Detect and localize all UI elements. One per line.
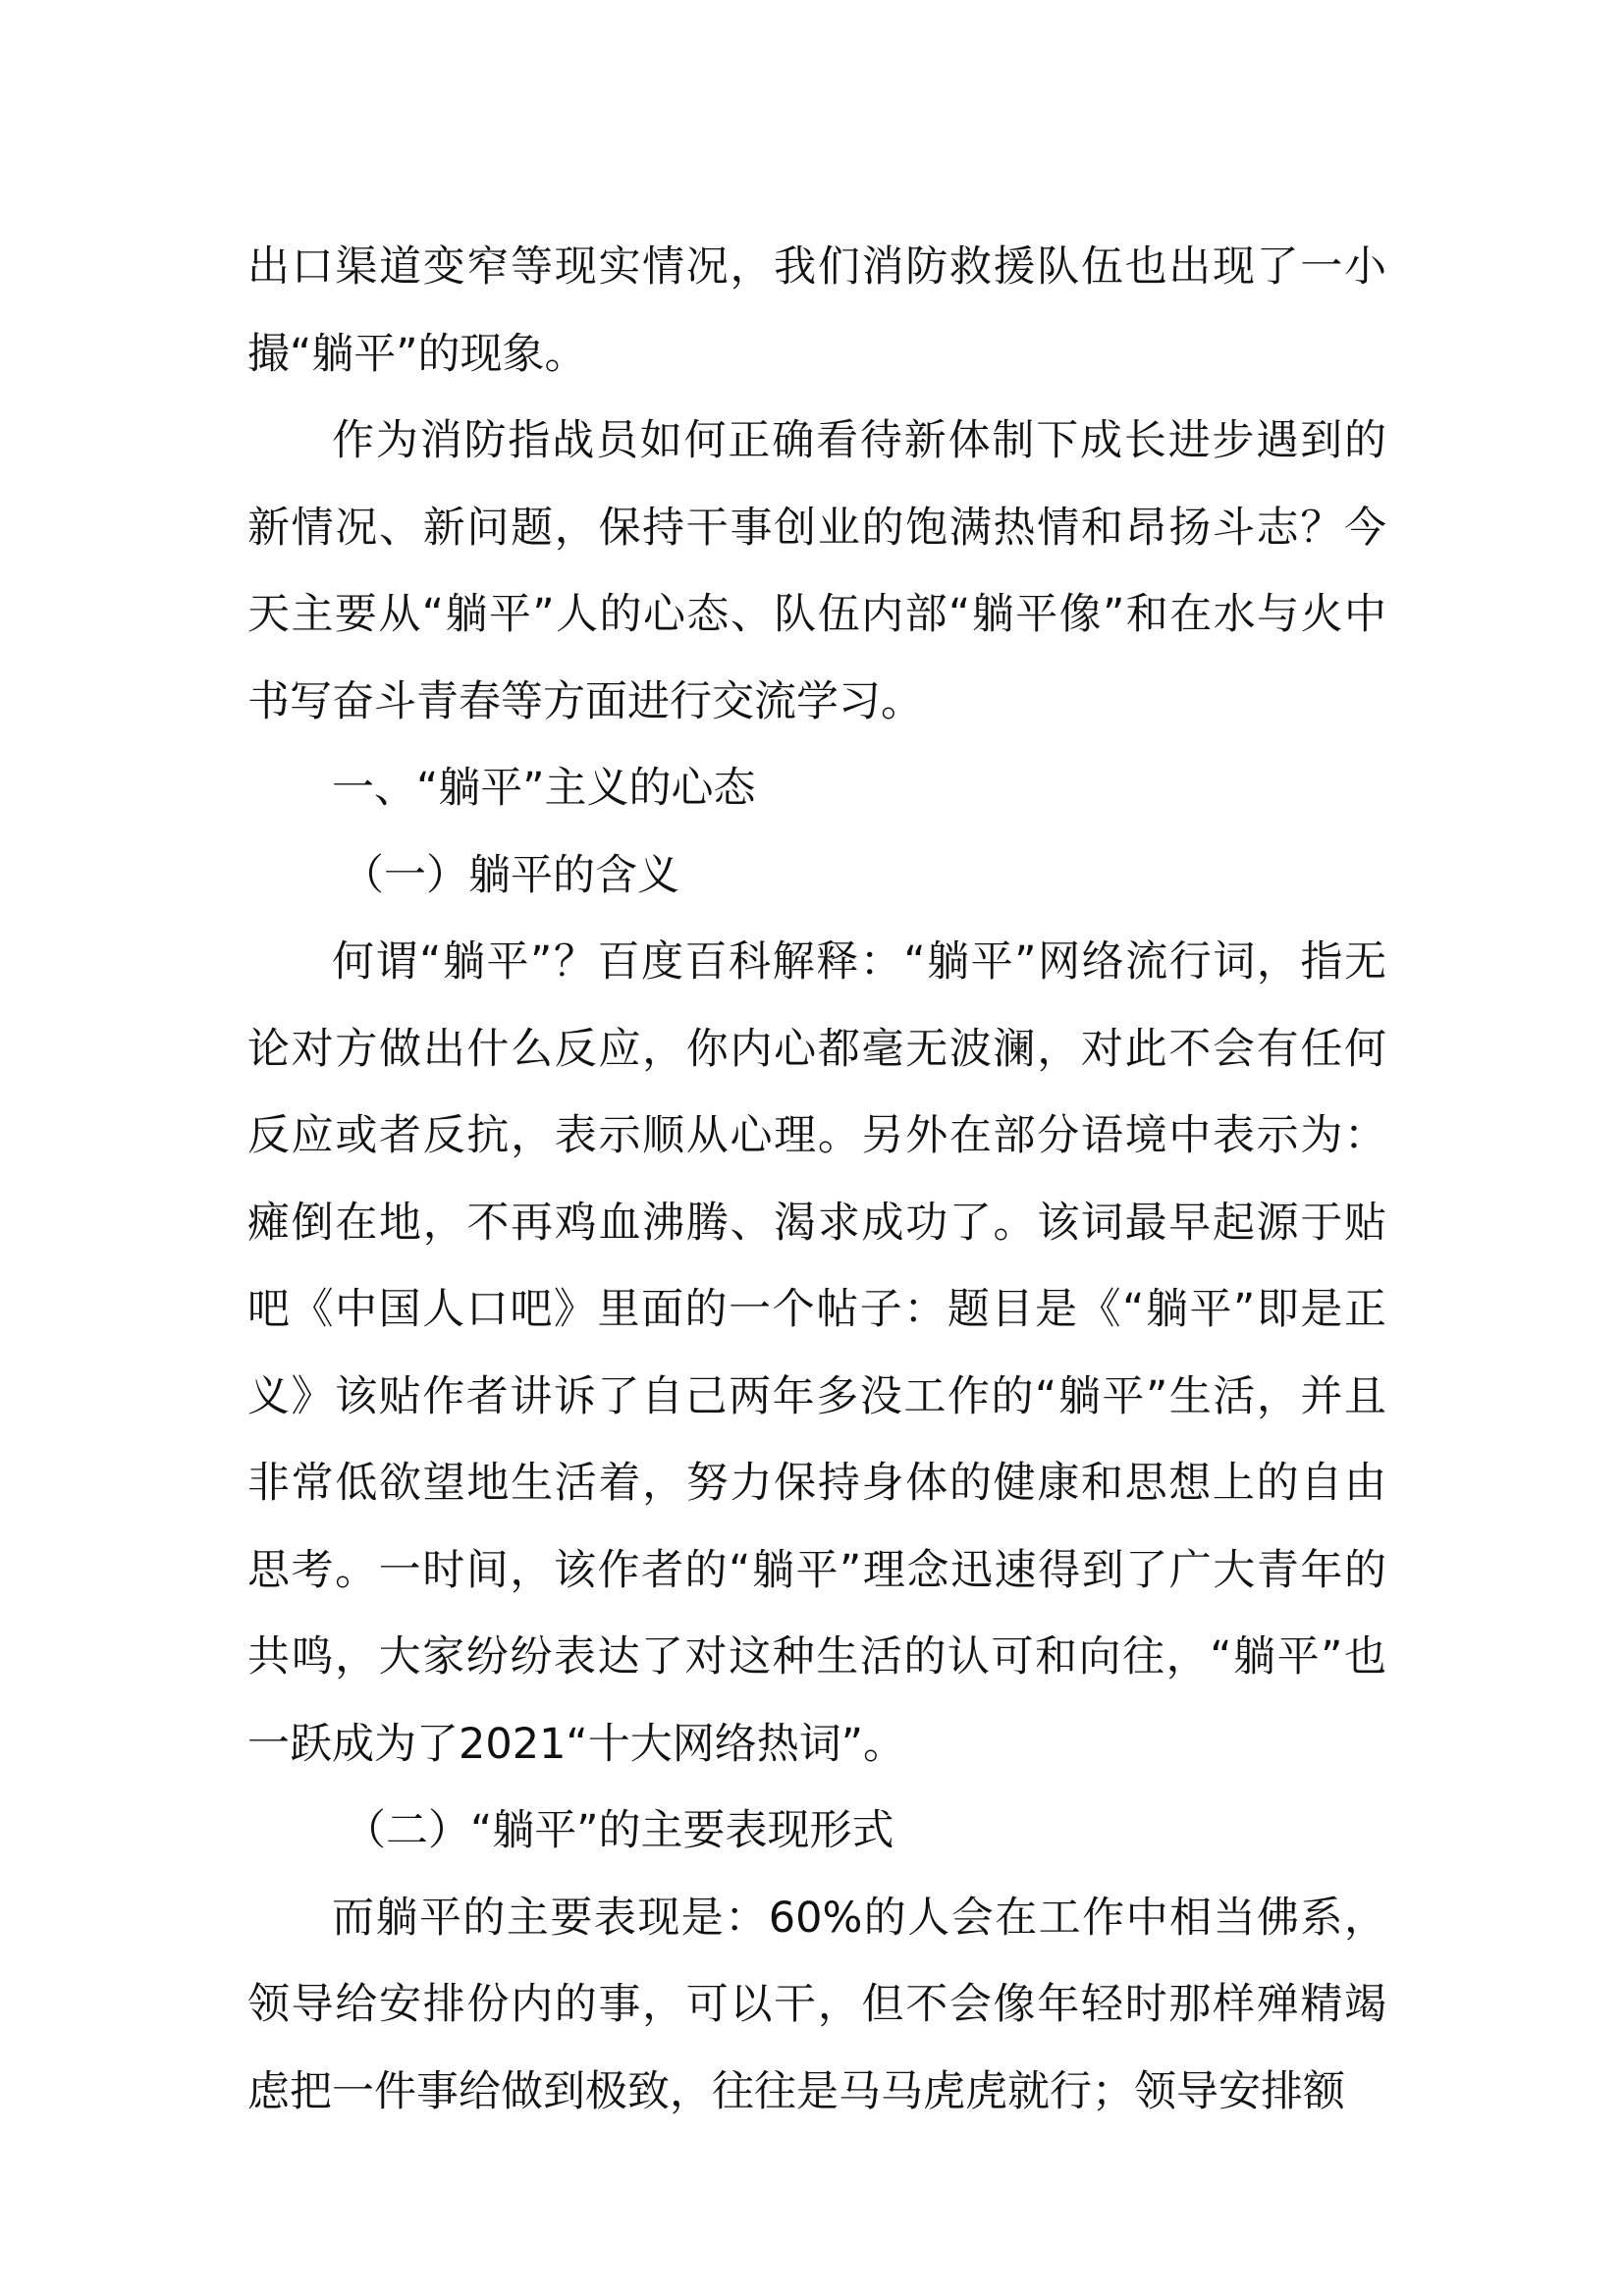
section-heading-1: 一、“躺平”主义的心态 <box>332 764 756 813</box>
paragraph-definition: 何谓“躺平”？百度百科解释：“躺平”网络流行词，指无论对方做出什么反应，你内心都毫无波澜，对此不会有任何反应或者反抗，表示顺从心理。另外在部分语境中表示为：瘫倒在地，不再鸡血沸腾、渴求成功了。该词最早起源于贴吧《中国人口吧》里面的一个帖子：题目是《“躺平”即是正义》该贴作者讲诉了自己两年多没工作的“躺平”生活，并且非常低欲望地生活着，努力保持身体的健康和思想上的自由思考。一时间，该作者的“躺平”理念迅速得到了广大青年的共鸣，大家纷纷表达了对这种生活的认可和向往，“躺平”也一跃成为了2021“十大网络热词”。 <box>247 937 1386 1769</box>
paragraph-intro-question: 作为消防指战员如何正确看待新体制下成长进步遇到的新情况、新问题，保持干事创业的饱满热情和昂扬斗志？今天主要从“躺平”人的心态、队伍内部“躺平像”和在水与火中书写奋斗青春等方面进行交流学习。 <box>247 416 1386 726</box>
document-body <box>247 224 1386 2135</box>
paragraph-continuation: 出口渠道变窄等现实情况，我们消防救援队伍也出现了一小撮“躺平”的现象。 <box>247 242 1386 379</box>
subsection-heading-1-2: （二）“躺平”的主要表现形式 <box>344 1806 894 1855</box>
subsection-heading-1-1: （一）躺平的含义 <box>342 850 679 900</box>
paragraph-manifestation: 而躺平的主要表现是：60%的人会在工作中相当佛系，领导给安排份内的事，可以干，但不会像年轻时那样殚精竭虑把一件事给做到极致，往往是马马虎虎就行；领导安排额 <box>247 1893 1386 2116</box>
